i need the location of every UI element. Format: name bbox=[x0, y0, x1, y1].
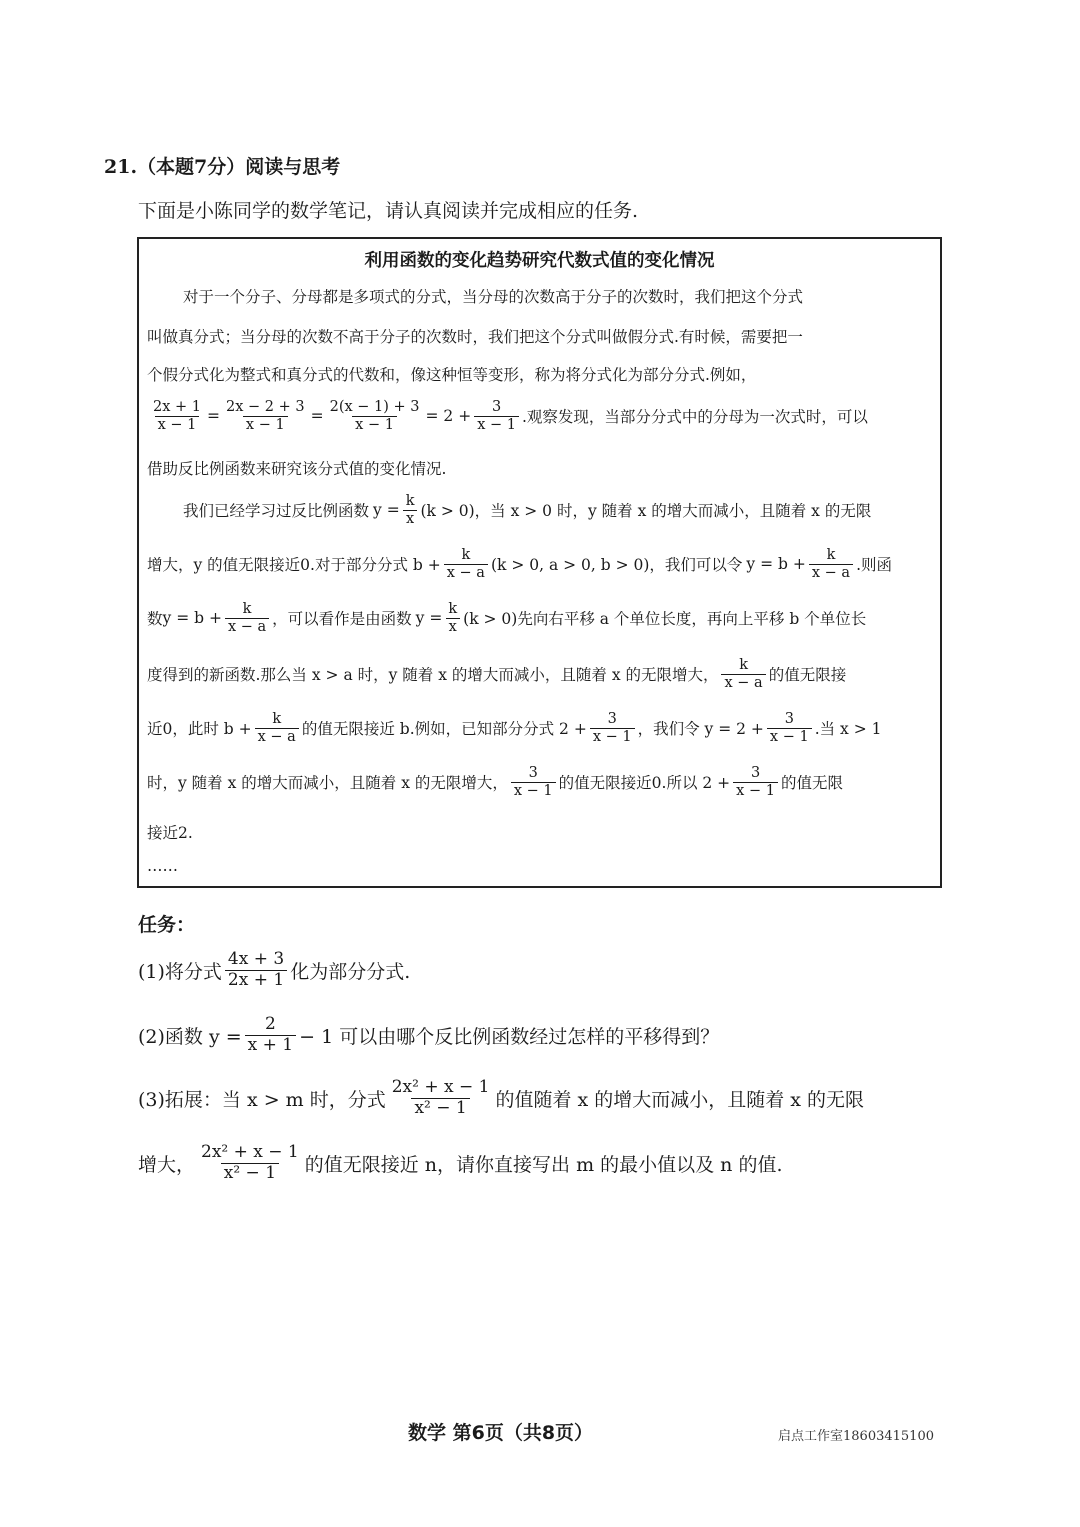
fraction: $\frac{\text{2x² + x − 1}}{\text{x² − 1}}$ bbox=[391, 1077, 490, 1118]
note-line: 时，y 随着 x 的增大而减小，且随着 x 的无限增大， $\frac{3}{x - 1}$ 的值无限接近0.所以 2 + $\frac{3}{x - 1}$ 的值无限 bbox=[147, 765, 843, 799]
fraction: $\frac{k}{x - a}$ bbox=[809, 547, 853, 581]
note-line: 接近2. bbox=[147, 824, 193, 842]
fraction: $\frac{2(x - 1) + 3}{x - 1}$ bbox=[329, 399, 420, 433]
note-line: 对于一个分子、分母都是多项式的分式，当分母的次数高于分子的次数时，我们把这个分式 bbox=[183, 288, 804, 306]
fraction: $\frac{k}{x - a}$ bbox=[225, 601, 269, 635]
watermark: 启点工作室18603415100 bbox=[778, 1429, 934, 1444]
question-intro: 下面是小陈同学的数学笔记，请认真阅读并完成相应的任务. bbox=[138, 200, 639, 222]
note-line: 借助反比例函数来研究该分式值的变化情况. bbox=[147, 460, 447, 478]
question-heading: 21.（本题7分）阅读与思考 bbox=[104, 156, 341, 178]
note-title: 利用函数的变化趋势研究代数式值的变化情况 bbox=[364, 251, 715, 271]
fraction: $\frac{\text{2x² + x − 1}}{\text{x² − 1}}$ bbox=[201, 1142, 299, 1183]
ellipsis: …… bbox=[147, 857, 178, 875]
note-box bbox=[137, 237, 942, 888]
fraction: $\frac{2x + 1}{x - 1}$ bbox=[153, 399, 201, 433]
fraction: $\frac{3}{x - 1}$ bbox=[590, 711, 635, 745]
note-line: 近0，此时 b + $\frac{k}{x - a}$ 的值无限接近 b.例如，已知部分分式 2 + $\frac{3}{x - 1}$ ，我们令 y = 2 + $\frac{3}{x - 1}$ .当 x > 1 bbox=[147, 711, 882, 745]
task-1: (1)将分式 $\frac{4x + 3}{2x + 1}$ 化为部分分式. bbox=[138, 949, 411, 990]
fraction: $\frac{k}{x}$ bbox=[445, 601, 460, 635]
note-line: 度得到的新函数.那么当 x > a 时，y 随着 x 的增大而减小，且随着 x 的无限增大， $\frac{k}{x - a}$ 的值无限接 bbox=[147, 657, 847, 691]
tasks-title: 任务： bbox=[138, 914, 196, 936]
note-line: 我们已经学习过反比例函数 y = $\frac{k}{x}$ (k > 0)，当 x > 0 时，y 随着 x 的增大而减小，且随着 x 的无限 bbox=[183, 493, 872, 527]
fraction: $\frac{3}{x - 1}$ bbox=[767, 711, 812, 745]
fraction: $\frac{3}{x - 1}$ bbox=[733, 765, 778, 799]
fraction: $\frac{4x + 3}{2x + 1}$ bbox=[225, 950, 287, 990]
fraction: $\frac{k}{x - a}$ bbox=[721, 657, 765, 691]
task-2: (2)函数 y = $\frac{2}{x + 1}$ − 1 可以由哪个反比例函数经过怎样的平移得到？ bbox=[138, 1014, 720, 1055]
fraction: $\frac{k}{x - a}$ bbox=[444, 547, 488, 581]
fraction: $\frac{3}{x - 1}$ bbox=[511, 765, 556, 799]
task-3: (3)拓展：当 x > m 时，分式 $\frac{\text{2x² + x − 1}}{\text{x² − 1}}$ 的值随着 x 的增大而减小，且随着 x 的无限 bbox=[138, 1077, 865, 1118]
fraction: $\frac{2}{x + 1}$ bbox=[245, 1015, 296, 1055]
fraction: $\frac{3}{x - 1}$ bbox=[474, 399, 519, 433]
page-footer: 数学 第6页（共8页） bbox=[408, 1422, 594, 1444]
note-line: 增大，y 的值无限接近0.对于部分分式 b + $\frac{k}{x - a}$ (k > 0, a > 0, b > 0)，我们可以令 y = b + $\frac{k}{x - a}$ .则函 bbox=[147, 547, 892, 581]
fraction: $\frac{2x - 2 + 3}{x - 1}$ bbox=[226, 399, 305, 433]
note-line: 叫做真分式；当分母的次数不高于分子的次数时，我们把这个分式叫做假分式.有时候，需要把一 bbox=[147, 328, 803, 346]
note-line: 个假分式化为整式和真分式的代数和，像这种恒等变形，称为将分式化为部分分式.例如， bbox=[147, 366, 757, 384]
note-line: 数 y = b + $\frac{k}{x - a}$ ，可以看作是由函数 y = $\frac{k}{x}$ (k > 0)先向右平移 a 个单位长度，再向上平移 b 个单位长 bbox=[147, 601, 867, 635]
fraction: $\frac{k}{x}$ bbox=[403, 493, 418, 527]
task-3-continued: 增大， $\frac{\text{2x² + x − 1}}{\text{x² − 1}}$ 的值无限接近 n，请你直接写出 m 的最小值以及 n 的值. bbox=[138, 1142, 783, 1183]
example-equation: $\frac{2x + 1}{x - 1}$ = $\frac{2x - 2 + 3}{x - 1}$ = $\frac{2(x - 1) + 3}{x - 1}$ = 2 + $\frac{3}{x - 1}$ .观察发现，当部分分式中的分母为一次式时，可以 bbox=[147, 399, 932, 433]
fraction: $\frac{k}{x - a}$ bbox=[255, 711, 299, 745]
